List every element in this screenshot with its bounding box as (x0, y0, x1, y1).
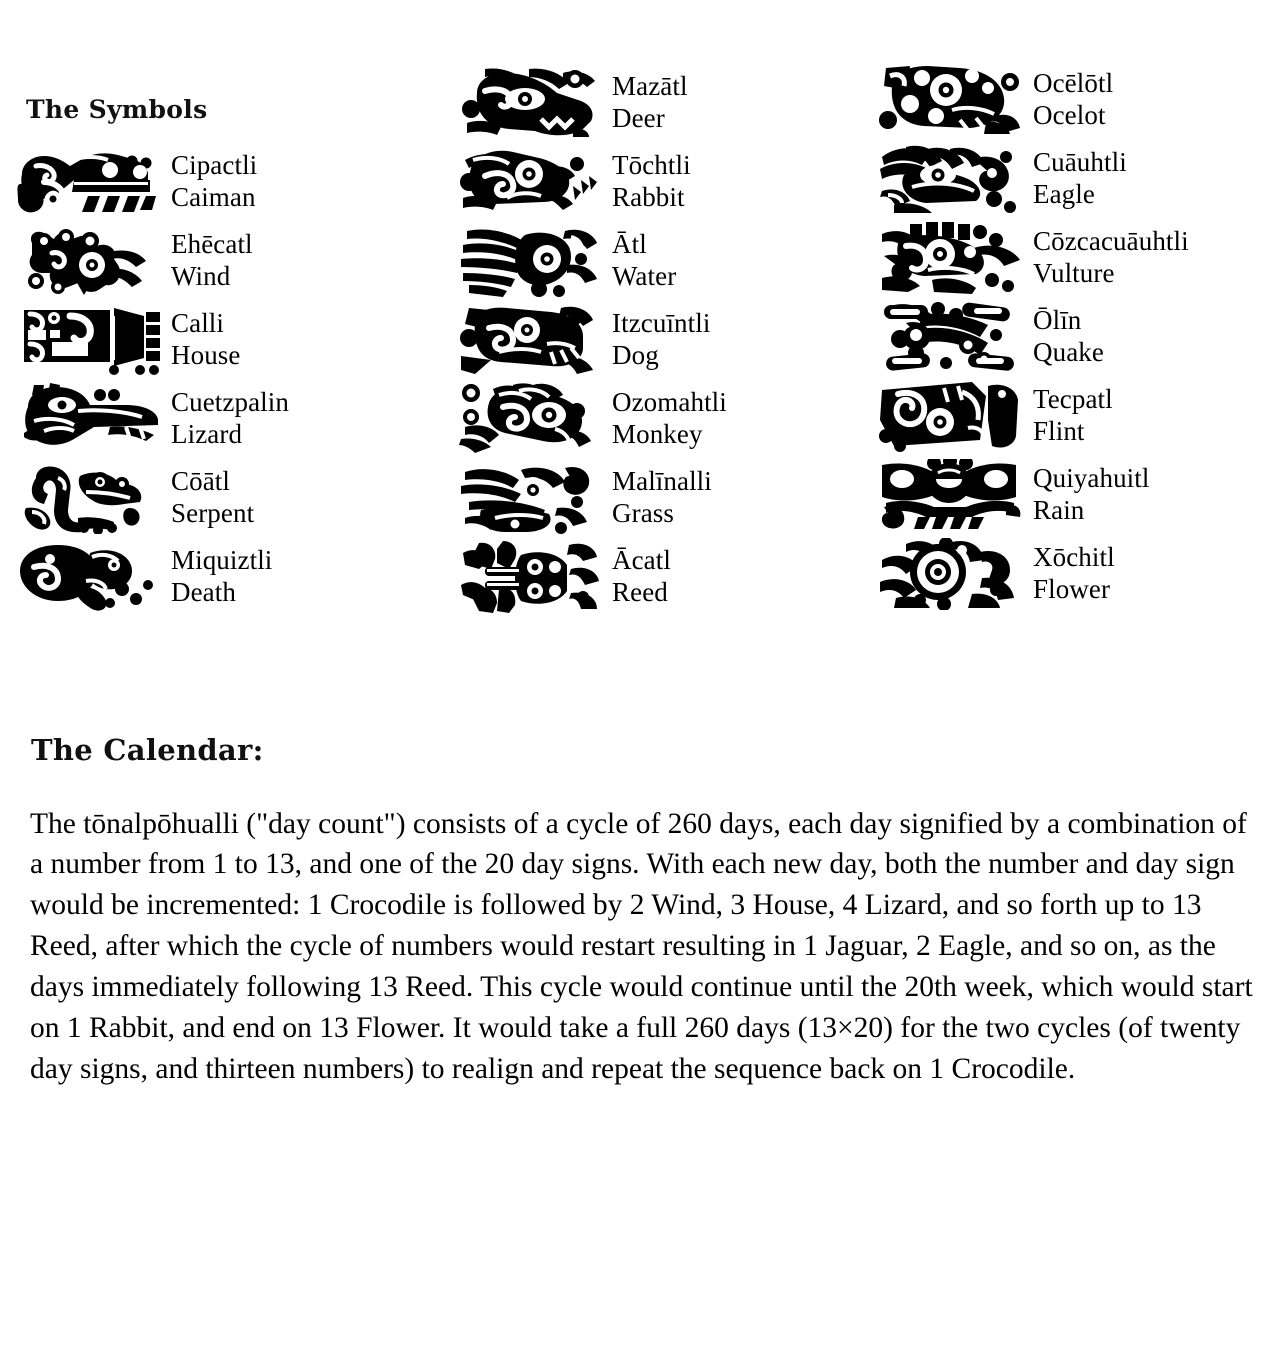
symbol-names (166, 545, 272, 608)
symbol-name-nahuatl: Quiyahuitl (1033, 463, 1150, 494)
symbol-name-english: Deer (612, 102, 665, 133)
symbol-row (455, 221, 855, 300)
symbol-column-3 (876, 60, 1276, 613)
symbol-names (607, 466, 712, 529)
tochtli-rabbit-glyph-icon (455, 146, 607, 218)
symbol-name-english: Serpent (171, 497, 255, 528)
malinalli-grass-glyph-icon (455, 462, 607, 534)
symbols-section (0, 0, 1280, 660)
symbol-name-nahuatl: Cōātl (171, 466, 230, 497)
symbol-name-english: Rain (1033, 494, 1085, 525)
symbol-name-nahuatl: Xōchitl (1033, 542, 1115, 573)
cuetzpalin-lizard-glyph-icon (14, 383, 166, 455)
itzcuintli-dog-glyph-icon (455, 304, 607, 376)
tecpatl-flint-glyph-icon (876, 380, 1028, 452)
symbol-names (607, 71, 688, 134)
symbol-name-nahuatl: Miquiztli (171, 545, 273, 576)
coatl-serpent-glyph-icon (14, 462, 166, 534)
symbol-names (1028, 226, 1189, 289)
symbol-name-nahuatl: Cuāuhtli (1033, 147, 1127, 178)
calendar-body-text: The tōnalpōhualli ("day count") consists of a cycle of 260 days, each day signified by a combination of a number from 1 to 13, and one of the 20 day signs. With each new day, both the number and day sign would be incremented: 1 Crocodile is followed by 2 Wind, 3 House, 4 Lizard, and so forth up to 13 Reed, after which the cycle of numbers would restart resulting in 1 Jaguar, 2 Eagle, and so on, as the days immediately following 13 Reed. This cycle would continue until the 20th week, which would start on 1 Rabbit, and end on 13 Flower. It would take a full 260 days (13×20) for the two cycles (of twenty day signs, and thirteen numbers) to realign and repeat the sequence back on 1 Crocodile. (30, 807, 1253, 1085)
symbol-name-english: Caiman (171, 181, 256, 212)
symbol-names (166, 466, 254, 529)
symbol-names (607, 308, 710, 371)
symbol-name-nahuatl: Itzcuīntli (612, 308, 711, 339)
symbol-row (14, 379, 414, 458)
symbols-heading: The Symbols (26, 94, 208, 124)
symbol-name-nahuatl: Ehēcatl (171, 229, 253, 260)
cozcacuauhtli-vulture-glyph-icon (876, 222, 1028, 294)
symbol-name-english: Flint (1033, 415, 1085, 446)
mazatl-deer-glyph-icon (455, 67, 607, 139)
symbol-name-nahuatl: Malīnalli (612, 466, 712, 497)
symbol-name-english: Monkey (612, 418, 703, 449)
symbol-names (1028, 463, 1150, 526)
symbol-names (166, 229, 253, 292)
symbol-name-english: Grass (612, 497, 674, 528)
symbol-name-nahuatl: Ātl (612, 229, 647, 260)
symbol-column-1 (14, 142, 414, 616)
symbol-row (455, 379, 855, 458)
symbol-names (607, 150, 691, 213)
symbol-name-nahuatl: Cuetzpalin (171, 387, 289, 418)
symbol-name-nahuatl: Ōlīn (1033, 305, 1082, 336)
symbol-names (1028, 542, 1115, 605)
symbol-names (1028, 147, 1127, 210)
symbol-row (14, 300, 414, 379)
symbol-name-english: Quake (1033, 336, 1104, 367)
symbol-name-english: Ocelot (1033, 99, 1106, 130)
symbol-row (455, 458, 855, 537)
ocelotl-ocelot-glyph-icon (876, 64, 1028, 136)
atl-water-glyph-icon (455, 225, 607, 297)
symbol-row (876, 139, 1276, 218)
symbol-name-english: Death (171, 576, 236, 607)
symbol-names (166, 308, 241, 371)
symbol-name-english: Reed (612, 576, 668, 607)
symbol-names (166, 387, 289, 450)
symbol-name-english: Vulture (1033, 257, 1115, 288)
symbol-name-english: Wind (171, 260, 231, 291)
ozomahtli-monkey-glyph-icon (455, 383, 607, 455)
symbol-row (876, 297, 1276, 376)
symbol-names (1028, 384, 1113, 447)
symbol-row (876, 534, 1276, 613)
calli-house-glyph-icon (14, 304, 166, 376)
symbol-row (455, 63, 855, 142)
symbol-name-english: Eagle (1033, 178, 1095, 209)
symbol-row (455, 537, 855, 616)
symbol-name-nahuatl: Cipactli (171, 150, 258, 181)
symbol-row (455, 142, 855, 221)
symbol-name-nahuatl: Calli (171, 308, 224, 339)
cuauhtli-eagle-glyph-icon (876, 143, 1028, 215)
symbol-names (1028, 305, 1104, 368)
symbol-name-english: House (171, 339, 241, 370)
olin-quake-glyph-icon (876, 301, 1028, 373)
symbol-name-english: Lizard (171, 418, 243, 449)
symbol-row (876, 455, 1276, 534)
symbol-row (876, 60, 1276, 139)
symbol-row (876, 218, 1276, 297)
xochitl-flower-glyph-icon (876, 538, 1028, 610)
symbol-name-nahuatl: Cōzcacuāuhtli (1033, 226, 1189, 257)
symbol-row (14, 221, 414, 300)
symbol-names (607, 229, 676, 292)
symbol-names (607, 387, 727, 450)
symbol-name-english: Rabbit (612, 181, 685, 212)
symbol-name-english: Water (612, 260, 677, 291)
symbol-name-nahuatl: Ācatl (612, 545, 671, 576)
miquiztli-death-glyph-icon (14, 541, 166, 613)
symbol-row (455, 300, 855, 379)
symbol-names (1028, 68, 1113, 131)
symbol-column-2 (455, 63, 855, 616)
ehecatl-wind-glyph-icon (14, 225, 166, 297)
symbol-name-nahuatl: Tōchtli (612, 150, 691, 181)
symbol-row (14, 537, 414, 616)
symbol-row (876, 376, 1276, 455)
acatl-reed-glyph-icon (455, 541, 607, 613)
symbol-name-nahuatl: Ocēlōtl (1033, 68, 1114, 99)
cipactli-caiman-glyph-icon (14, 146, 166, 218)
quiyahuitl-rain-glyph-icon (876, 459, 1028, 531)
calendar-heading: The Calendar: (31, 733, 264, 768)
symbol-name-english: Flower (1033, 573, 1111, 604)
symbol-row (14, 458, 414, 537)
symbol-row (14, 142, 414, 221)
symbol-name-english: Dog (612, 339, 659, 370)
symbol-name-nahuatl: Ozomahtli (612, 387, 727, 418)
symbol-name-nahuatl: Tecpatl (1033, 384, 1113, 415)
symbol-names (607, 545, 671, 608)
symbol-names (166, 150, 257, 213)
symbol-name-nahuatl: Mazātl (612, 71, 688, 102)
